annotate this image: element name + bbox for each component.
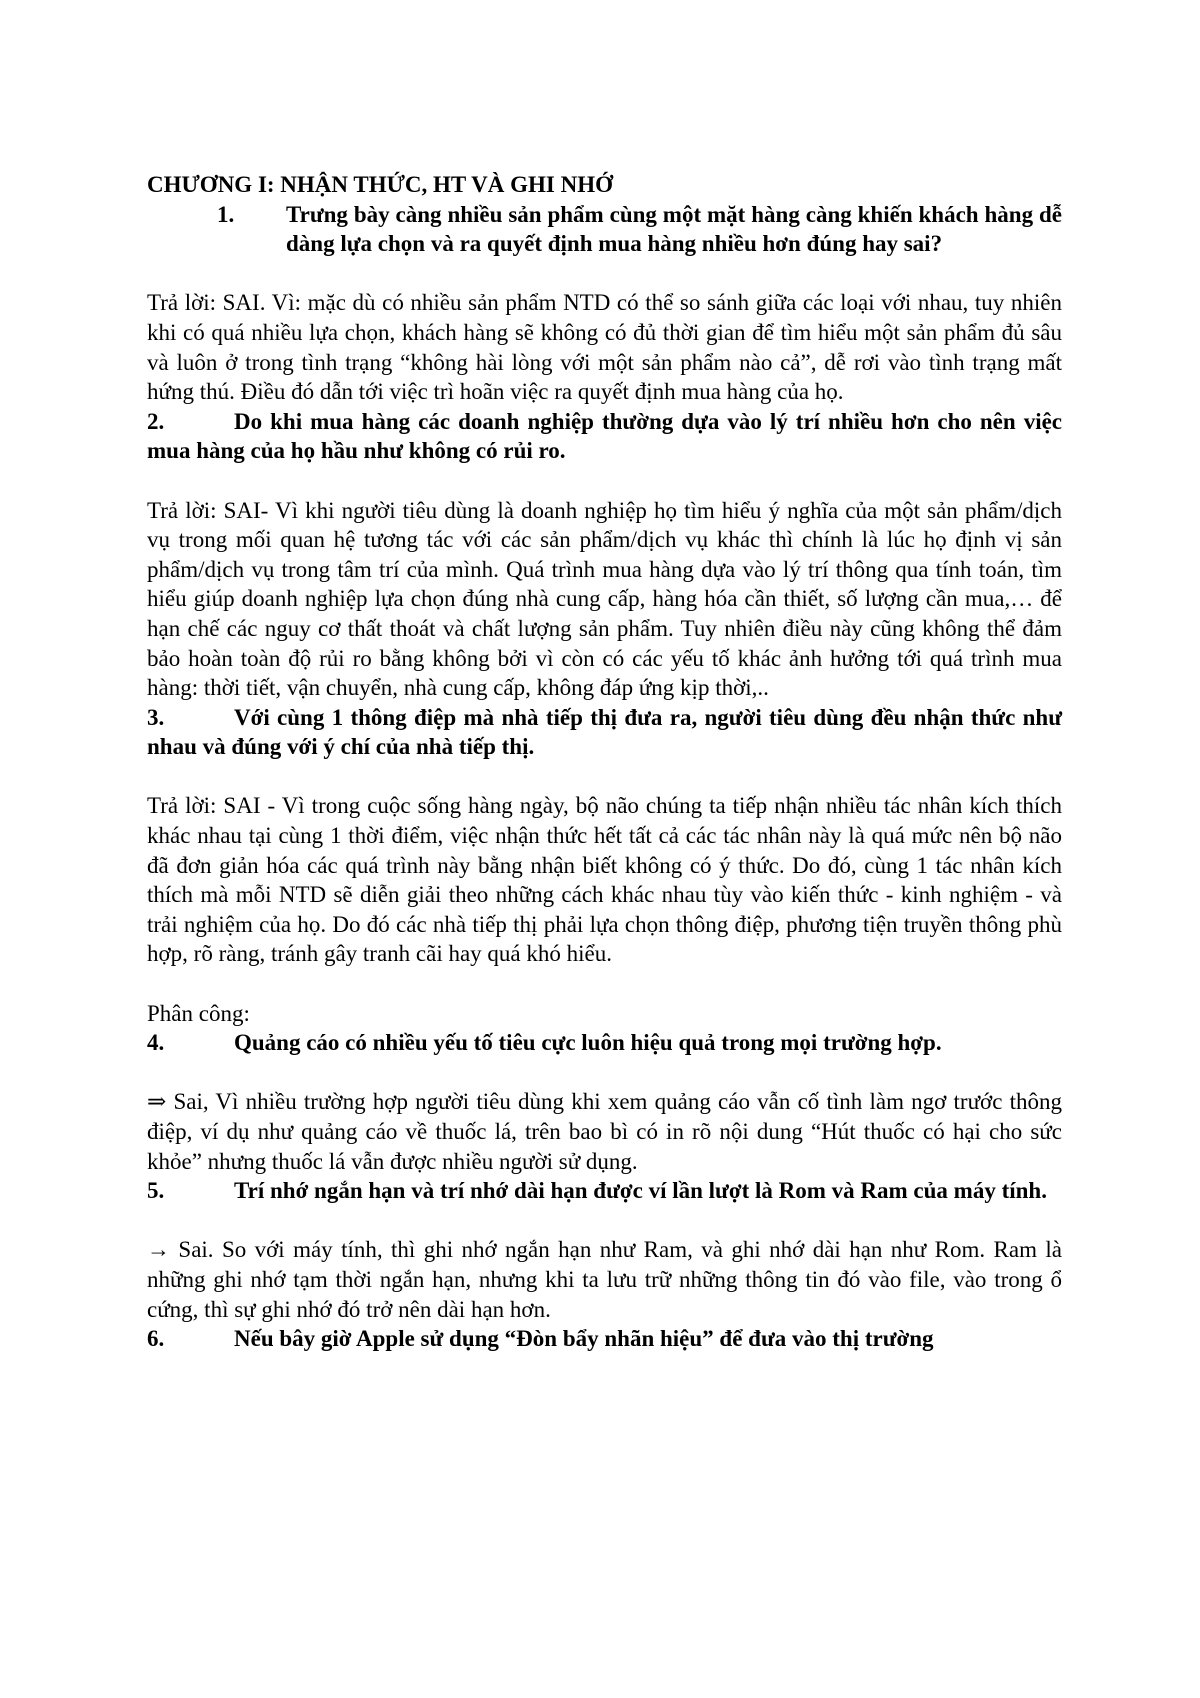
answer-3: Trả lời: SAI - Vì trong cuộc sống hàng ngày, bộ não chúng ta tiếp nhận nhiều tác nhân kích thích khác nhau tại cùng 1 thời điểm, việc nhận thức hết tất cả các tác nhân này là quá mức nên bộ não đã đơn giản hóa các quá trình này bằng nhận biết không có ý thức. Do đó, cùng 1 tác nhân kích thích mà mỗi NTD sẽ diễn giải theo những cách khác nhau tùy vào kiến thức - kinh nghiệm - và trải nghiệm của họ. Do đó các nhà tiếp thị phải lựa chọn thông điệp, phương tiện truyền thông phù hợp, rõ ràng, tránh gây tranh cãi hay quá khó hiểu. <box>147 793 1062 967</box>
question-text: Với cùng 1 thông điệp mà nhà tiếp thị đưa ra, người tiêu dùng đều nhận thức như nhau và đúng với ý chí của nhà tiếp thị. <box>147 704 1062 760</box>
chapter-title: CHƯƠNG I: NHẬN THỨC, HT VÀ GHI NHỚ <box>147 172 613 197</box>
answer-1: Trả lời: SAI. Vì: mặc dù có nhiều sản phẩm NTD có thể so sánh giữa các loại với nhau, tuy nhiên khi có quá nhiều lựa chọn, khách hàng sẽ không có đủ thời gian để tìm hiểu một sản phẩm đủ sâu và luôn ở trong tình trạng “không hài lòng với một sản phẩm nào cả”, dễ rơi vào tình trạng mất hứng thú. Điều đó dẫn tới việc trì hoãn việc ra quyết định mua hàng của họ. <box>147 290 1062 405</box>
question-6 <box>147 1324 1062 1354</box>
spacer <box>147 762 1062 792</box>
question-text: Trí nhớ ngắn hạn và trí nhớ dài hạn được ví lần lượt là Rom và Ram của máy tính. <box>234 1178 1047 1204</box>
question-number: 3. <box>147 704 165 730</box>
question-2 <box>147 407 1062 466</box>
question-1 <box>147 200 1062 259</box>
spacer <box>147 1058 1062 1088</box>
spacer <box>147 466 1062 496</box>
answer-4: ⇒ Sai, Vì nhiều trường hợp người tiêu dùng khi xem quảng cáo vẫn cố tình làm ngơ trước thông điệp, ví dụ như quảng cáo về thuốc lá, trên bao bì có in rõ nội dung “Hút thuốc có hại cho sức khỏe” nhưng thuốc lá vẫn được nhiều người sử dụng. <box>147 1089 1062 1174</box>
question-3 <box>147 703 1062 762</box>
question-text: Nếu bây giờ Apple sử dụng “Đòn bẩy nhãn hiệu” để đưa vào thị trường <box>234 1326 934 1352</box>
document-page <box>147 170 1062 1354</box>
answer-2: Trả lời: SAI- Vì khi người tiêu dùng là doanh nghiệp họ tìm hiểu ý nghĩa của một sản phẩm/dịch vụ trong mối quan hệ tương tác với các sản phẩm/dịch vụ khác thì chính là lúc họ định vị sản phẩm/dịch vụ trong tâm trí của mình. Quá trình mua hàng dựa vào lý trí thông qua tính toán, tìm hiểu giúp doanh nghiệp lựa chọn đúng nhà cung cấp, hàng hóa cần thiết, số lượng cần mua,… để hạn chế các nguy cơ thất thoát và chất lượng sản phẩm. Tuy nhiên điều này cũng không thể đảm bảo hoàn toàn độ rủi ro bằng không bởi vì còn có các yếu tố khác ảnh hưởng tới quá trình mua hàng: thời tiết, vận chuyển, nhà cung cấp, không đáp ứng kịp thời,.. <box>147 497 1062 701</box>
spacer <box>147 1206 1062 1236</box>
question-number: 4. <box>147 1030 165 1056</box>
answer-5: → Sai. So với máy tính, thì ghi nhớ ngắn hạn như Ram, và ghi nhớ dài hạn như Rom. Ram là những ghi nhớ tạm thời ngắn hạn, nhưng khi ta lưu trữ những thông tin đó vào file, vào trong ổ cứng, thì sự ghi nhớ đó trở nên dài hạn hơn. <box>147 1237 1062 1322</box>
question-number: 6. <box>147 1326 165 1352</box>
question-4 <box>147 1028 1062 1058</box>
question-number: 2. <box>147 408 165 434</box>
question-number: 5. <box>147 1178 165 1204</box>
question-number: 1. <box>217 201 235 227</box>
spacer <box>147 259 1062 289</box>
assignment-label: Phân công: <box>147 1000 250 1026</box>
question-text: Trưng bày càng nhiều sản phẩm cùng một mặt hàng càng khiến khách hàng dễ dàng lựa chọn và ra quyết định mua hàng nhiều hơn đúng hay sai? <box>286 201 1062 257</box>
spacer <box>147 969 1062 999</box>
question-5 <box>147 1176 1062 1206</box>
question-text: Do khi mua hàng các doanh nghiệp thường dựa vào lý trí nhiều hơn cho nên việc mua hàng của họ hầu như không có rủi ro. <box>147 408 1062 464</box>
question-text: Quảng cáo có nhiều yếu tố tiêu cực luôn hiệu quả trong mọi trường hợp. <box>234 1030 942 1056</box>
